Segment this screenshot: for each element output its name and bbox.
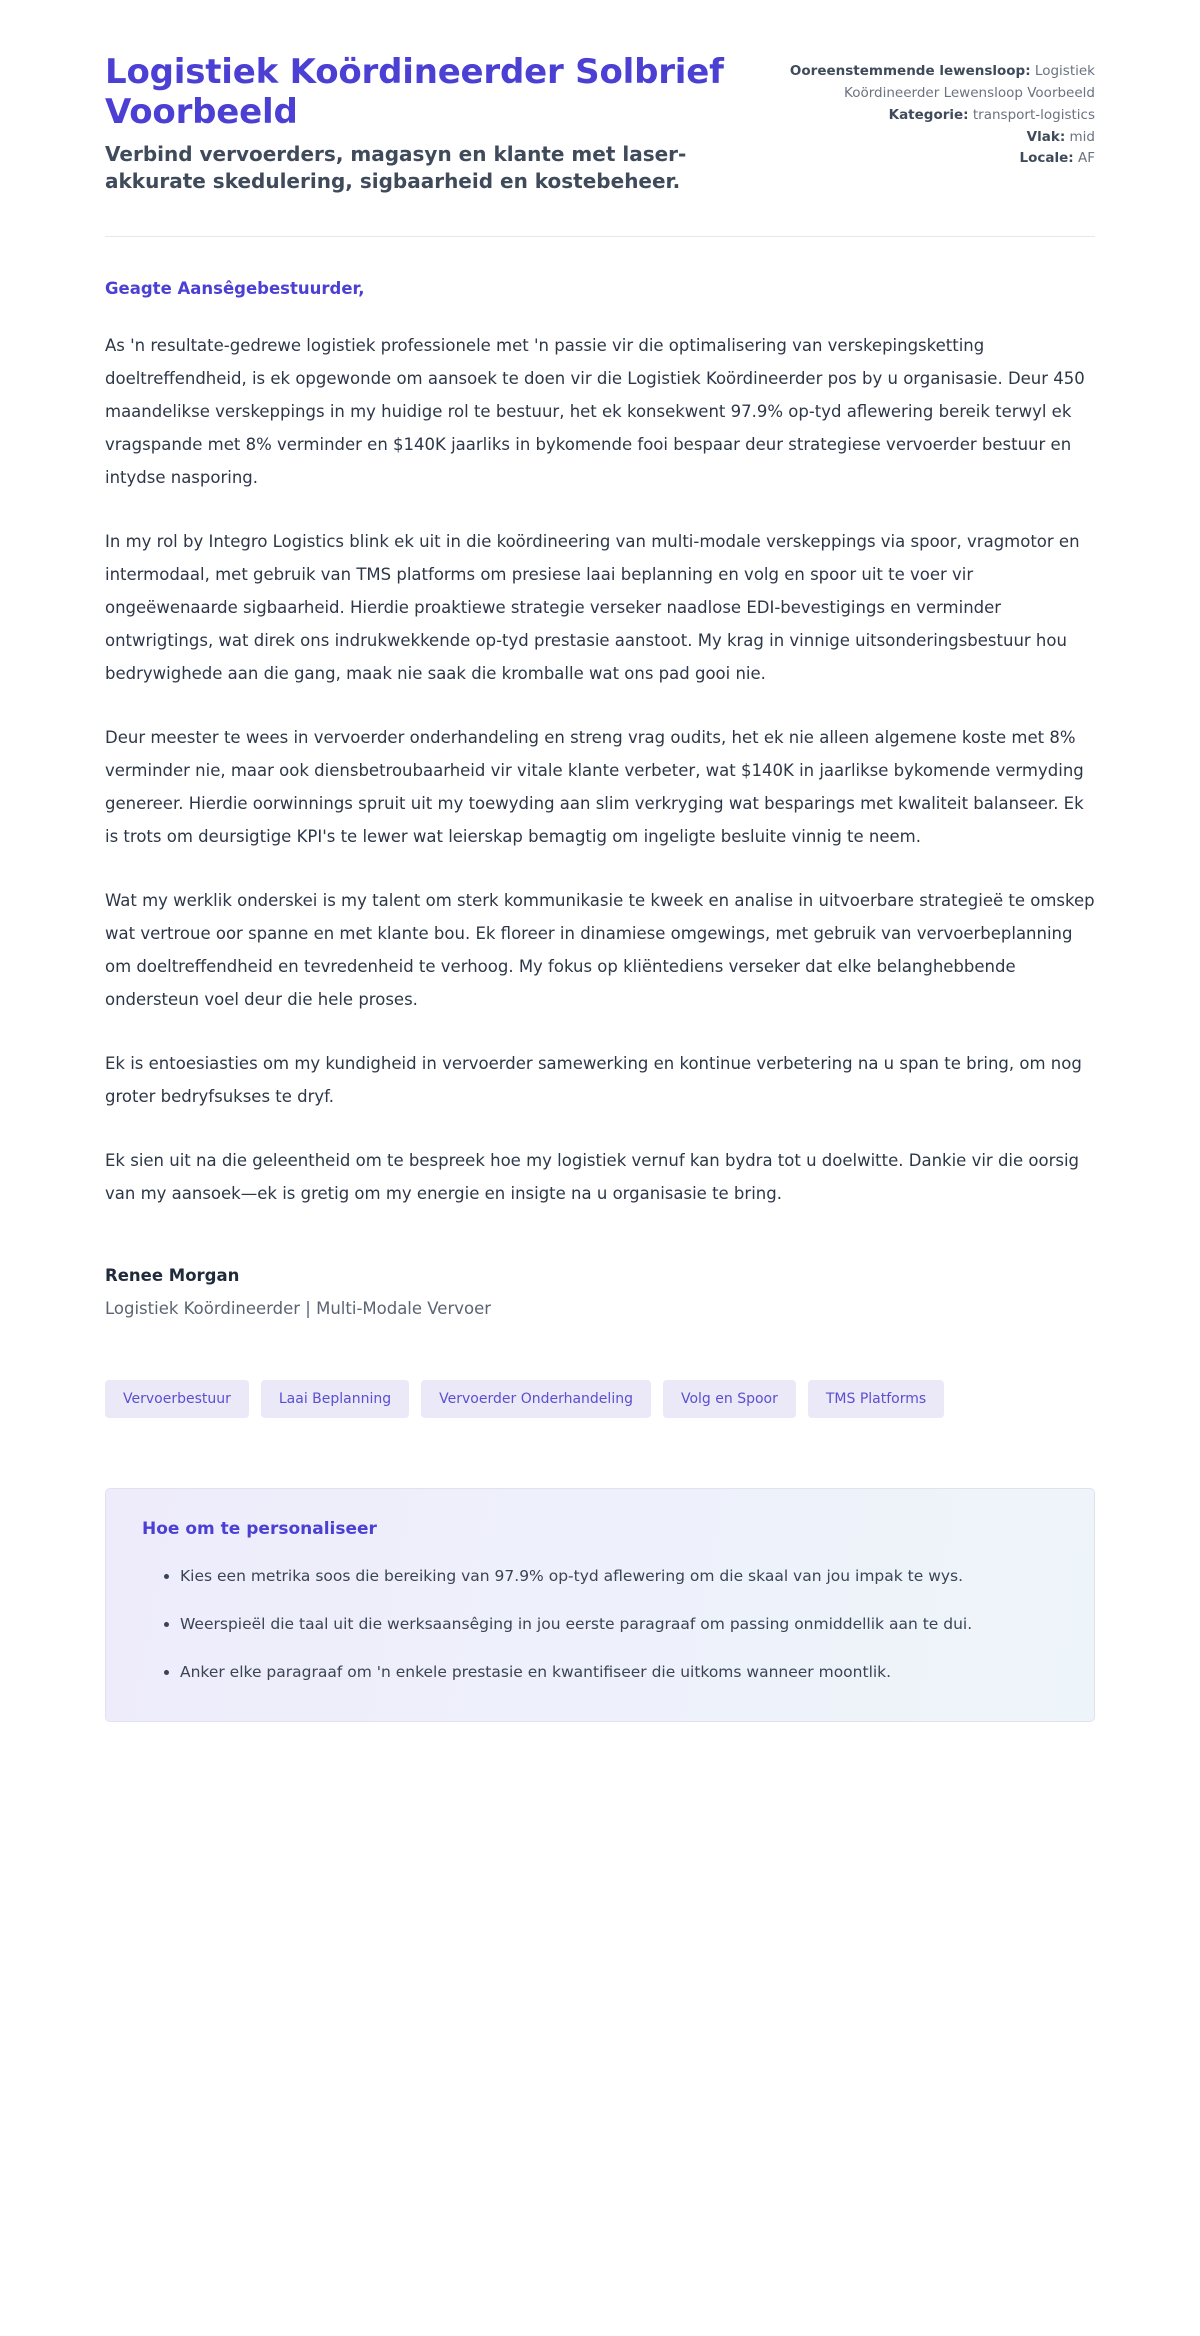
letter-paragraph: As 'n resultate-gedrewe logistiek professionele met 'n passie vir die optimalisering van verskepingsketting doeltreffendheid, is ek opgewonde om aansoek te doen vir die Logistiek Koördineerder pos by u organisasie. Deur 450 maandelikse verskeppings in my huidige rol te bestuur, het ek konsekwent 97.9% op-tyd aflewering bereik terwyl ek vragspande met 8% verminder en $140K jaarliks in bykomende fooi bespaar deur strategiese vervoerder bestuur en intydse nasporing. [105, 335, 1085, 487]
letter-paragraph: Deur meester te wees in vervoerder onderhandeling en streng vrag oudits, het ek nie alleen algemene koste met 8% verminder nie, maar ook diensbetroubaarheid vir vitale klante verbeter, wat $140K in jaarlikse bykomende vermyding genereer. Hierdie oorwinnings spruit uit my toewyding aan slim verkryging wat besparings met kwaliteit balanseer. Ek is trots om deursigtige KPI's te lewer wat leierskap bemagtig om ingeligte besluite vinnig te neem. [105, 727, 1084, 846]
letter-paragraph: Ek is entoesiasties om my kundigheid in vervoerder samewerking en kontinue verbetering na u span te bring, om nog groter bedryfsukses te dryf. [105, 1053, 1082, 1106]
signature-role: Logistiek Koördineerder | Multi-Modale Vervoer [105, 1298, 492, 1318]
letter-salutation: Geagte Aansêgebestuurder, [105, 278, 365, 298]
meta-locale-label: Locale: [1019, 150, 1074, 167]
personalization-callout [105, 1488, 1095, 1723]
callout-tip-item: Weerspieël die taal uit die werksaansêging in jou eerste paragraaf om passing onmiddellik aan te dui. [164, 1609, 1058, 1639]
skill-tag[interactable]: Laai Beplanning [261, 1380, 409, 1418]
meta-matching-resume [765, 61, 1095, 105]
letter-paragraph: Wat my werklik onderskei is my talent om sterk kommunikasie te kweek en analise in uitvoerbare strategieë te omskep wat vertroue oor spanne en met klante bou. Ek floreer in dinamiese omgewings, met gebruik van vervoerbeplanning om doeltreffendheid en tevredenheid te verhoog. My fokus op kliëntediens verseker dat elke belanghebbende ondersteun voel deur die hele proses. [105, 890, 1095, 1009]
skill-tag[interactable]: Vervoerbestuur [105, 1380, 249, 1418]
callout-title: Hoe om te personaliseer [142, 1518, 377, 1539]
header-title-block [105, 52, 725, 196]
page-title: Logistiek Koördineerder Solbrief Voorbeeld [105, 52, 724, 133]
document-metadata [765, 52, 1095, 170]
meta-level [765, 127, 1095, 149]
meta-matching-resume-value: Logistiek Koördineerder Lewensloop Voorbeeld [844, 63, 1095, 101]
skill-tag[interactable]: Vervoerder Onderhandeling [421, 1380, 651, 1418]
callout-tip-item: Anker elke paragraaf om 'n enkele prestasie en kwantifiseer die uitkoms wanneer moontlik. [164, 1657, 1058, 1687]
meta-level-label: Vlak: [1026, 128, 1066, 145]
meta-category-label: Kategorie: [888, 106, 969, 123]
callout-tip-list [142, 1561, 1058, 1688]
skill-tag-list [105, 1380, 1095, 1418]
meta-matching-resume-label: Ooreenstemmende lewensloop: [789, 63, 1031, 79]
page-subtitle: Verbind vervoerders, magasyn en klante met laser-akkurate skedulering, sigbaarheid en kostebeheer. [105, 142, 687, 194]
skill-tag[interactable]: TMS Platforms [808, 1380, 944, 1418]
meta-category-value: transport-logistics [972, 106, 1095, 123]
meta-locale [765, 148, 1095, 170]
page-header [105, 0, 1095, 196]
letter-paragraph: Ek sien uit na die geleentheid om te bespreek hoe my logistiek vernuf kan bydra tot u doelwitte. Dankie vir die oorsig van my aansoek—ek is gretig om my energie en insigte na u organisasie te bring. [105, 1150, 1080, 1203]
callout-tip-item: Kies een metrika soos die bereiking van 97.9% op-tyd aflewering om die skaal van jou impak te wys. [164, 1561, 1058, 1591]
meta-category [765, 105, 1095, 127]
signature-block [105, 1266, 1095, 1318]
letter-body [105, 237, 1095, 1723]
skill-tag[interactable]: Volg en Spoor [663, 1380, 796, 1418]
meta-locale-value: AF [1077, 150, 1095, 167]
meta-level-value: mid [1069, 128, 1095, 145]
signature-name: Renee Morgan [105, 1265, 240, 1285]
letter-paragraph: In my rol by Integro Logistics blink ek uit in die koördineering van multi-modale verskeppings via spoor, vragmotor en intermodaal, met gebruik van TMS platforms om presiese laai beplanning en volg en spoor uit te voer vir ongeëwenaarde sigbaarheid. Hierdie proaktiewe strategie verseker naadlose EDI-bevestigings en verminder ontwrigtings, wat direk ons indrukwekkende op-tyd prestasie aanstoot. My krag in vinnige uitsonderingsbestuur hou bedrywighede aan die gang, maak nie saak die kromballe wat ons pad gooi nie. [105, 531, 1080, 683]
